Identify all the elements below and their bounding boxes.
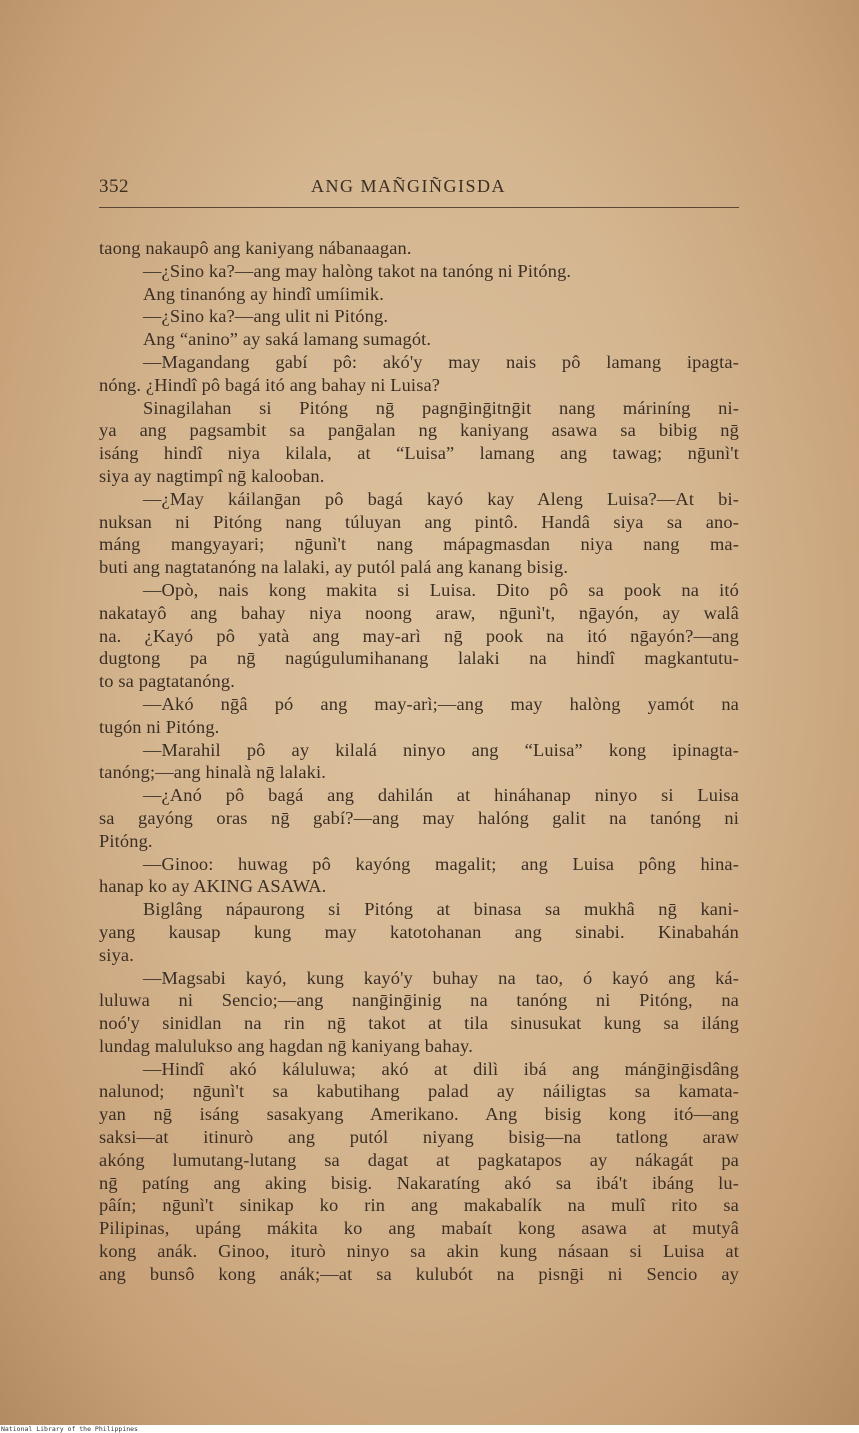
text-line: akóng lumutang-lutang sa dagat at pagkatapos ay nákagát pa — [99, 1149, 739, 1170]
text-line: lundag malulukso ang hagdan nḡ kaniyang bahay. — [99, 1035, 473, 1056]
text-line: Ang tinanóng ay hindî umíimik. — [143, 283, 385, 304]
text-line: —¿Anó pô bagá ang dahilán at hináhanap ninyo si Luisa — [143, 785, 739, 806]
text-line: tanóng;—ang hinalà nḡ lalaki. — [99, 762, 327, 783]
text-line: máng mangyayari; nḡunì't nang mápagmasdan niya nang ma- — [99, 534, 739, 555]
text-line: buti ang nagtatanóng na lalaki, ay putól palá ang kanang bisig. — [99, 557, 569, 578]
text-line: —Ginoo: huwag pô kayóng magalit; ang Luisa pông hina- — [143, 853, 739, 874]
text-line: ya ang pagsambit sa panḡalan ng kaniyang asawa sa bibig nḡ — [99, 420, 739, 441]
header-rule — [99, 207, 739, 208]
text-line: nuksan ni Pitóng nang túluyan ang pintô. Handâ siya sa ano- — [99, 511, 739, 532]
text-line: Ang “anino” ay saká lamang sumagót. — [143, 329, 432, 350]
library-credit: National Library of the Philippines — [1, 1425, 138, 1433]
text-line: Biglâng nápaurong si Pitóng at binasa sa mukhâ nḡ kani- — [143, 899, 739, 920]
text-line: nalunod; nḡunì't sa kabutihang palad ay náiligtas sa kamata- — [99, 1081, 739, 1102]
text-line: ang bunsô kong anák;—at sa kulubót na pisnḡi ni Sencio ay — [99, 1263, 739, 1284]
text-line: —¿Sino ka?—ang may halòng takot na tanóng ni Pitóng. — [143, 260, 572, 281]
page-header — [99, 176, 739, 206]
footer-bar — [0, 1425, 859, 1433]
text-line: isáng hindî niya kilala, at “Luisa” lamang ang tawag; nḡunì't — [99, 443, 739, 464]
text-line: luluwa ni Sencio;—ang nanḡinḡinig na tanóng ni Pitóng, na — [99, 990, 739, 1011]
running-title: ANG MAÑGIÑGISDA — [311, 176, 506, 196]
text-line: —Marahil pô ay kilalá ninyo ang “Luisa” kong ipinagta- — [143, 739, 739, 760]
text-line: Sinagilahan si Pitóng nḡ pagnḡinḡitnḡit nang máriníng ni- — [143, 397, 739, 418]
text-line: kong anák. Ginoo, iturò ninyo sa akin kung násaan si Luisa at — [99, 1241, 739, 1262]
text-line: Pitóng. — [99, 830, 153, 851]
text-line: —Magandang gabí pô: akó'y may nais pô lamang ipagta- — [143, 351, 739, 372]
text-line: nḡ patíng ang aking bisig. Nakaratíng akó sa ibá't ibáng lu- — [99, 1172, 739, 1193]
text-line: nakatayô ang bahay niya noong araw, nḡunì't, nḡayón, ay walâ — [99, 602, 739, 623]
text-line: hanap ko ay AKING ASAWA. — [99, 876, 327, 897]
text-line: siya ay nagtimpî nḡ kalooban. — [99, 465, 325, 486]
text-line: tugón ni Pitóng. — [99, 716, 220, 737]
text-line: saksi—at itinurò ang putól niyang bisig—na tatlong araw — [99, 1127, 739, 1148]
text-line: to sa pagtatanóng. — [99, 671, 235, 692]
text-line: —¿Sino ka?—ang ulit ni Pitóng. — [143, 306, 389, 327]
text-line: yang kausap kung may katotohanan ang sinabi. Kinabahán — [99, 921, 739, 942]
text-line: sa gayóng oras nḡ gabí?—ang may halóng galit na tanóng ni — [99, 807, 739, 828]
text-line: pâín; nḡunì't sinikap ko rin ang makabalík na mulî rito sa — [99, 1195, 739, 1216]
text-line: —¿May káilanḡan pô bagá kayó kay Aleng Luisa?—At bi- — [143, 488, 739, 509]
text-line: siya. — [99, 944, 134, 965]
text-line: —Opò, nais kong makita si Luisa. Dito pô sa pook na itó — [143, 579, 739, 600]
page-number: 352 — [99, 176, 129, 197]
text-line: noó'y sinidlan na rin nḡ takot at tila sinusukat kung sa iláng — [99, 1013, 739, 1034]
text-line: dugtong pa nḡ nagúgulumihanang lalaki na hindî magkantutu- — [99, 648, 739, 669]
body-text — [99, 237, 739, 1286]
text-line: Pilipinas, upáng mákita ko ang mabaít kong asawa at mutyâ — [99, 1218, 739, 1239]
text-line: —Magsabi kayó, kung kayó'y buhay na tao, ó kayó ang ká- — [143, 967, 739, 988]
text-line: —Akó nḡâ pó ang may-arì;—ang may halòng yamót na — [143, 693, 739, 714]
text-line: —Hindî akó káluluwa; akó at dilì ibá ang mánḡinḡisdâng — [143, 1058, 739, 1079]
text-line: yan nḡ isáng sasakyang Amerikano. Ang bisig kong itó—ang — [99, 1104, 739, 1125]
text-line: nóng. ¿Hindî pô bagá itó ang bahay ni Luisa? — [99, 374, 441, 395]
text-line: taong nakaupô ang kaniyang nábanaagan. — [99, 238, 412, 258]
text-line: na. ¿Kayó pô yatà ang may-arì nḡ pook na itó nḡayón?—ang — [99, 625, 739, 646]
